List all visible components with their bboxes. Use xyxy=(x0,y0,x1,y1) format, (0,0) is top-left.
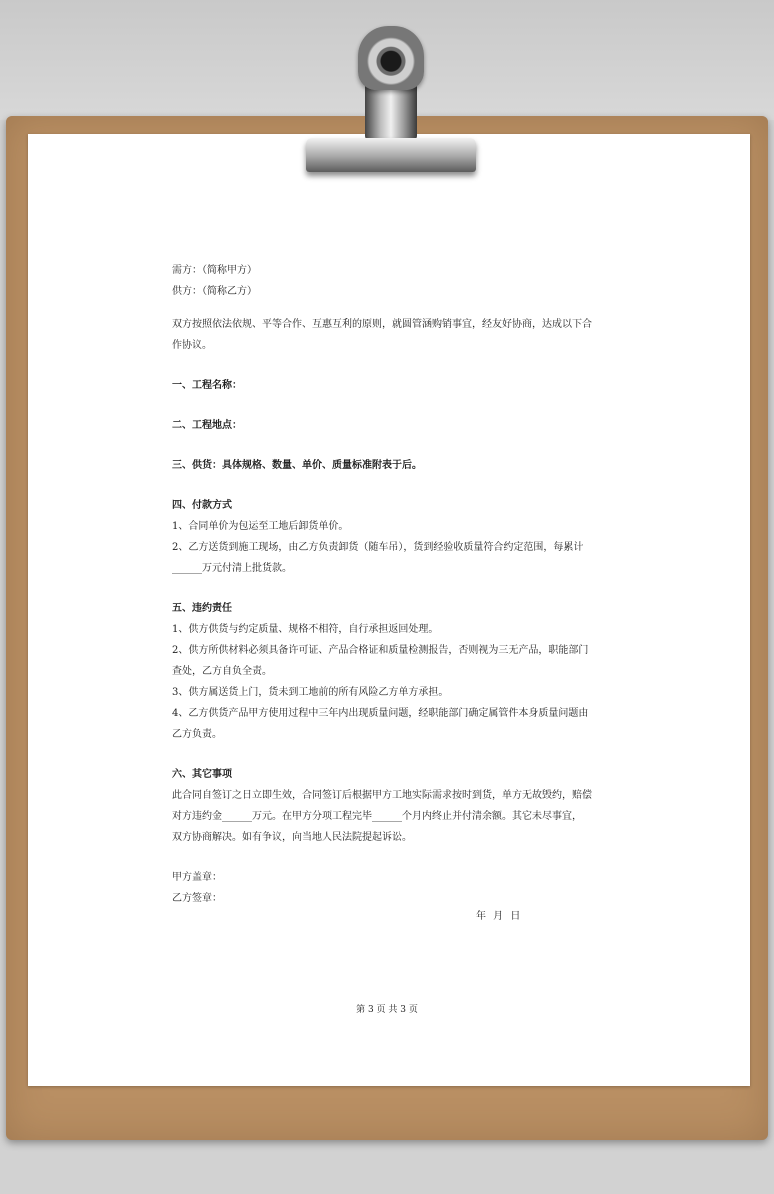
binder-clip-ring-icon xyxy=(358,26,424,90)
page-number: 第 3 页 共 3 页 xyxy=(356,1005,418,1015)
binder-clip-icon xyxy=(365,82,417,140)
section-4-title: 四、付款方式 xyxy=(172,500,232,511)
intro-line-1: 双方按照依法依规、平等合作、互惠互利的原则，就圆管涵购销事宜，经友好协商，达成以下合 xyxy=(172,319,592,330)
section-4-item-1: 1、合同单价为包运至工地后卸货单价。 xyxy=(172,521,349,532)
section-5-item-1: 1、供方供货与约定质量、规格不相符，自行承担返回处理。 xyxy=(172,624,439,635)
section-3-title: 三、供货：具体规格、数量、单价、质量标准附表于后。 xyxy=(172,460,422,471)
section-5-item-2-line-1: 2、供方所供材料必须具备许可证、产品合格证和质量检测报告，否则视为三无产品，职能部门 xyxy=(172,645,589,656)
section-5-item-3: 3、供方属送货上门，货未到工地前的所有风险乙方单方承担。 xyxy=(172,687,449,698)
section-5-item-4-line-2: 乙方负责。 xyxy=(172,729,222,740)
section-6-line-3: 双方协商解决。如有争议，向当地人民法院提起诉讼。 xyxy=(172,832,412,843)
section-6-line-2: 对方违约金______万元。在甲方分项工程完毕______个月内终止并付清余额。其它未尽事宜， xyxy=(172,811,582,822)
supplier-line: 供方：（简称乙方） xyxy=(172,286,257,297)
buyer-line: 需方：（简称甲方） xyxy=(172,265,257,276)
party-b-signature: 乙方签章： xyxy=(172,893,222,904)
section-4-item-2-line-2: ______万元付清上批货款。 xyxy=(172,563,292,574)
section-6-title: 六、其它事项 xyxy=(172,769,232,780)
signature-date: 年 月 日 xyxy=(476,911,523,922)
binder-clip-base-icon xyxy=(306,138,476,172)
party-a-seal: 甲方盖章： xyxy=(172,872,222,883)
intro-line-2: 作协议。 xyxy=(172,340,212,351)
section-5-item-4-line-1: 4、乙方供货产品甲方使用过程中三年内出现质量问题，经职能部门确定属管件本身质量问题由 xyxy=(172,708,589,719)
section-6-line-1: 此合同自签订之日立即生效，合同签订后根据甲方工地实际需求按时到货，单方无故毁约，赔偿 xyxy=(172,790,592,801)
section-5-title: 五、违约责任 xyxy=(172,603,232,614)
section-1-title: 一、工程名称： xyxy=(172,380,242,391)
contract-body xyxy=(172,260,606,909)
section-5-item-2-line-2: 查处，乙方自负全责。 xyxy=(172,666,272,677)
section-4-item-2-line-1: 2、乙方送货到施工现场，由乙方负责卸货（随车吊），货到经验收质量符合约定范围，每累计 xyxy=(172,542,584,553)
section-2-title: 二、工程地点： xyxy=(172,420,242,431)
